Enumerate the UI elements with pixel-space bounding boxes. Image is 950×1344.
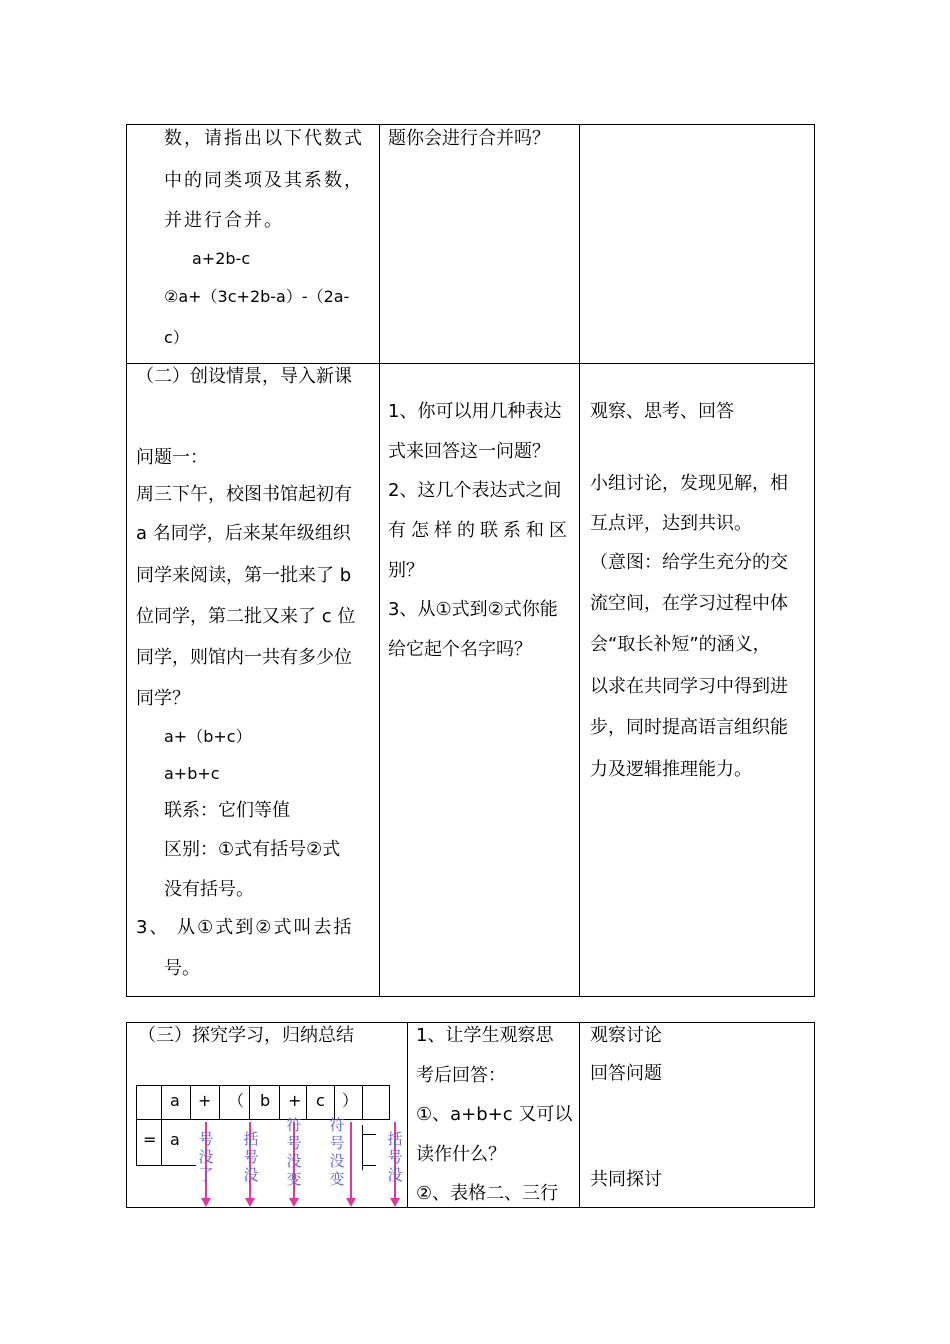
t1r2c2-line-1: 1、你可以用几种表达 — [388, 401, 562, 422]
annotation-2: 括号没 — [243, 1130, 259, 1184]
t2c2-line-4: 读作什么？ — [416, 1144, 506, 1165]
expr-cell-4: b — [260, 1091, 271, 1110]
t2c2-line-3: ①、a+b+c 又可以 — [416, 1104, 573, 1125]
annotation-3: 符号没变 — [286, 1116, 302, 1188]
t1r2c3-line-9: 力及逻辑推理能力。 — [590, 759, 752, 780]
t1r2c1-line-6: 位同学，第二批又来了 c 位 — [136, 606, 356, 627]
t1r1c2-line-1: 题你会进行合并吗？ — [388, 128, 550, 149]
t1r2c2-line-4: 有怎样的联系和区 — [388, 520, 572, 541]
expr-cell-1: a — [170, 1091, 180, 1110]
t2c2-line-5: ②、表格二、三行 — [416, 1183, 559, 1204]
t2c3-line-2: 回答问题 — [590, 1063, 662, 1084]
t1r2c1-line-11: 联系：它们等值 — [164, 800, 290, 821]
expr-a: a — [170, 1130, 180, 1149]
t1r2c1-line-8: 同学？ — [136, 688, 190, 709]
t1r2c3-line-5: 流空间，在学习过程中体 — [590, 593, 788, 614]
t1r2c3-line-4: （意图：给学生充分的交 — [590, 552, 788, 573]
t1r2c1-line-15: 号。 — [164, 958, 200, 979]
t1r2c3-line-8: 步，同时提高语言组织能 — [590, 717, 788, 738]
t1r1c1-line-6: c） — [164, 328, 189, 347]
expr-cell-6: c — [316, 1091, 325, 1110]
expr-equals: = — [143, 1130, 157, 1149]
t1r2c1-line-7: 同学，则馆内一共有多少位 — [136, 647, 352, 668]
t1r2c3-line-3: 互点评，达到共识。 — [590, 513, 752, 534]
t1r1c1-line-1: 数，请指出以下代数式 — [164, 128, 364, 149]
annotation-5: 括号没 — [387, 1130, 403, 1184]
expr-cell-5: + — [288, 1091, 302, 1110]
expr-cell-3: （ — [228, 1091, 245, 1110]
annotation-4: 符号没变 — [329, 1116, 345, 1188]
t1r1c1-line-4: a+2b-c — [192, 249, 251, 268]
t1r2c2-line-5: 别？ — [388, 560, 424, 581]
t2c3-line-1: 观察讨论 — [590, 1025, 662, 1046]
t1r2c2-line-6: 3、从①式到②式你能 — [388, 599, 558, 620]
t1r2c2-line-2: 式来回答这一问题？ — [388, 441, 550, 462]
t1r1c1-line-2: 中的同类项及其系数， — [164, 170, 364, 191]
t1r2c1-line-13: 没有括号。 — [164, 879, 254, 900]
t2c1-title: （三）探究学习，归纳总结 — [138, 1025, 354, 1046]
t1r2c1-line-1: （二）创设情景，导入新课 — [136, 366, 352, 387]
t1r2c2-line-7: 给它起个名字吗？ — [388, 639, 532, 660]
t1r2c1-line-2: 问题一： — [136, 447, 208, 468]
t2c2-line-1: 1、让学生观察思 — [416, 1025, 554, 1046]
t2c3-line-3: 共同探讨 — [590, 1169, 662, 1190]
t1r2c1-line-5: 同学来阅读，第一批来了 b — [136, 565, 352, 586]
t1r2c1-line-3: 周三下午，校图书馆起初有 — [136, 484, 352, 505]
t1r1c1-line-5: ②a+（3c+2b-a）-（2a- — [164, 287, 350, 306]
t1r1c1-line-3: 并进行合并。 — [164, 210, 284, 231]
t1r2c1-line-4: a 名同学，后来某年级组织 — [136, 523, 351, 544]
t1r2c3-line-1: 观察、思考、回答 — [590, 401, 734, 422]
expr-cell-2: + — [198, 1091, 212, 1110]
t1r2c1-line-9: a+（b+c） — [164, 727, 252, 746]
t1r2c2-line-3: 2、这几个表达式之间 — [388, 480, 562, 501]
t1r2c1-line-10: a+b+c — [164, 764, 220, 783]
t1r2c3-line-2: 小组讨论，发现见解，相 — [590, 473, 788, 494]
expr-cell-7: ） — [342, 1091, 359, 1110]
t1r2c1-line-12: 区别：①式有括号②式 — [164, 839, 341, 860]
t1r2c3-line-7: 以求在共同学习中得到进 — [590, 676, 788, 697]
t1r2c3-line-6: 会“取长补短”的涵义， — [590, 634, 771, 655]
annotation-1: 号没了 — [198, 1130, 214, 1184]
t1r2c1-line-14: 3、 从①式到②式叫去括 — [136, 917, 354, 938]
t2c2-line-2: 考后回答： — [416, 1065, 506, 1086]
